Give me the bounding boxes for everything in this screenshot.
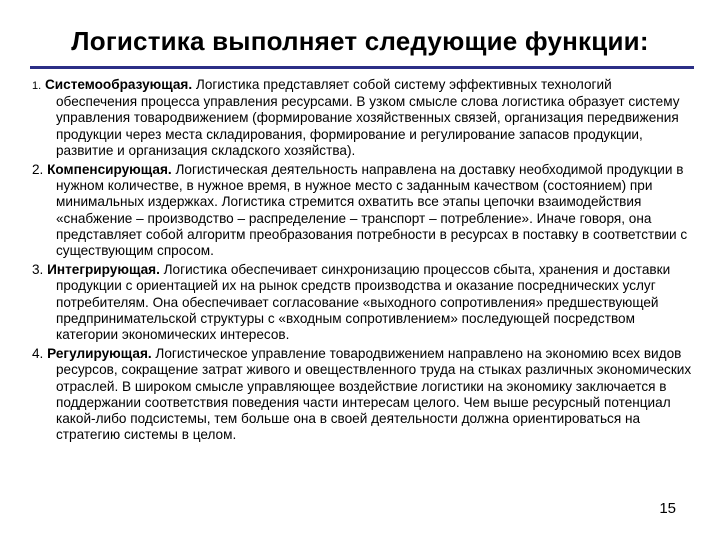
list-item	[32, 162, 692, 259]
functions-list	[32, 77, 692, 446]
item-number: 4.	[32, 346, 44, 362]
item-text: Логистика представляет собой систему эффективных технологий обеспечения процесса управления ресурсами. В узком смысле слова логистика образует систему управления товародвижением (формирование хозяйственных связей, организация передвижения продукции через места складирования, формирование и регулирование запасов продукции, развитие и организация складского хозяйства).	[56, 77, 680, 158]
list-item	[32, 346, 692, 443]
item-number: 1.	[32, 80, 42, 92]
item-number: 2.	[32, 162, 44, 178]
item-term: Компенсирующая.	[47, 162, 172, 178]
list-item	[32, 262, 692, 343]
slide-title: Логистика выполняет следующие функции:	[71, 26, 649, 56]
list-item	[32, 77, 692, 159]
page-number: 15	[659, 500, 676, 517]
item-number: 3.	[32, 262, 44, 278]
item-term: Интегрирующая.	[47, 262, 160, 278]
item-text: Логистическое управление товародвижением направлено на экономию всех видов ресурсов, сокращение затрат живого и овеществленного труда на стыках различных экономических отраслей. В широком смысле управляющее воздействие логистики на экономику заключается в поддержании соответствия поведения части интересам целого. Чем выше ресурсный потенциал какой-либо подсистемы, тем больше она в своей деятельности должна ориентироваться на стратегию системы в целом.	[56, 346, 692, 443]
item-text: Логистика обеспечивает синхронизацию процессов сбыта, хранения и доставки продукции с ориентацией их на рынок средств производства и оказание посреднических услуг потребителям. Она обеспечивает согласование «выходного сопротивления» предшествующей предпринимательской структуры с «входным сопротивлением» последующей посредством категории экономических интересов.	[56, 262, 671, 343]
item-term: Регулирующая.	[47, 346, 152, 362]
item-term: Системообразующая.	[44, 77, 193, 92]
title-underline	[30, 66, 694, 69]
item-text: Логистическая деятельность направлена на доставку необходимой продукции в нужном количестве, в нужное время, в нужное место с заданным качеством (состоянием) при минимальных издержках. Логистика стремится охватить все этапы цепочки взаимодействия «снабжение – производство – распределение – транспорт – потребление». Иначе говоря, она представляет собой алгоритм преобразования потребности в ресурсах в поставку в соответствии с существующим спросом.	[56, 162, 688, 259]
